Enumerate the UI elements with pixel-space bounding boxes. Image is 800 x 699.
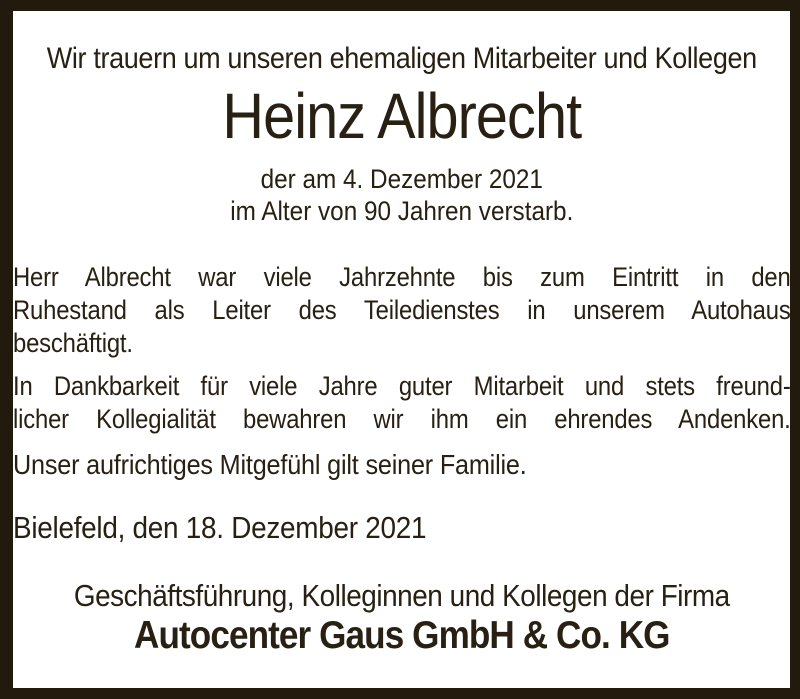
dateline: Bielefeld, den 18. Dezember 2021	[13, 510, 427, 545]
condolence-line: Unser aufrichtiges Mitgefühl gilt seiner Familie.	[13, 449, 527, 480]
obituary-content	[13, 11, 791, 688]
gratitude-paragraph-line-1: In Dankbarkeit für viele Jahre guter Mitarbeit und stets freund-	[13, 371, 791, 401]
company-name: Autocenter Gaus GmbH & Co. KG	[134, 614, 670, 657]
gratitude-paragraph-line-2: licher Kollegialität bewahren wir ihm ein ehrendes Andenken.	[13, 404, 791, 434]
signature-line: Geschäftsführung, Kolleginnen und Kollegen der Firma	[73, 578, 730, 613]
deceased-name: Heinz Albrecht	[222, 80, 582, 152]
employment-paragraph-line-3: beschäftigt.	[13, 328, 133, 358]
death-date-line: der am 4. Dezember 2021	[260, 164, 543, 194]
employment-paragraph-line-1: Herr Albrecht war viele Jahrzehnte bis zum Eintritt in den	[13, 262, 791, 292]
intro-line: Wir trauern um unseren ehemaligen Mitarbeiter und Kollegen	[46, 42, 757, 75]
obituary-sheet	[13, 11, 790, 688]
employment-paragraph-line-2: Ruhestand als Leiter des Teiledienstes in unserem Autohaus	[13, 295, 791, 325]
death-age-line: im Alter von 90 Jahren verstarb.	[230, 196, 574, 226]
